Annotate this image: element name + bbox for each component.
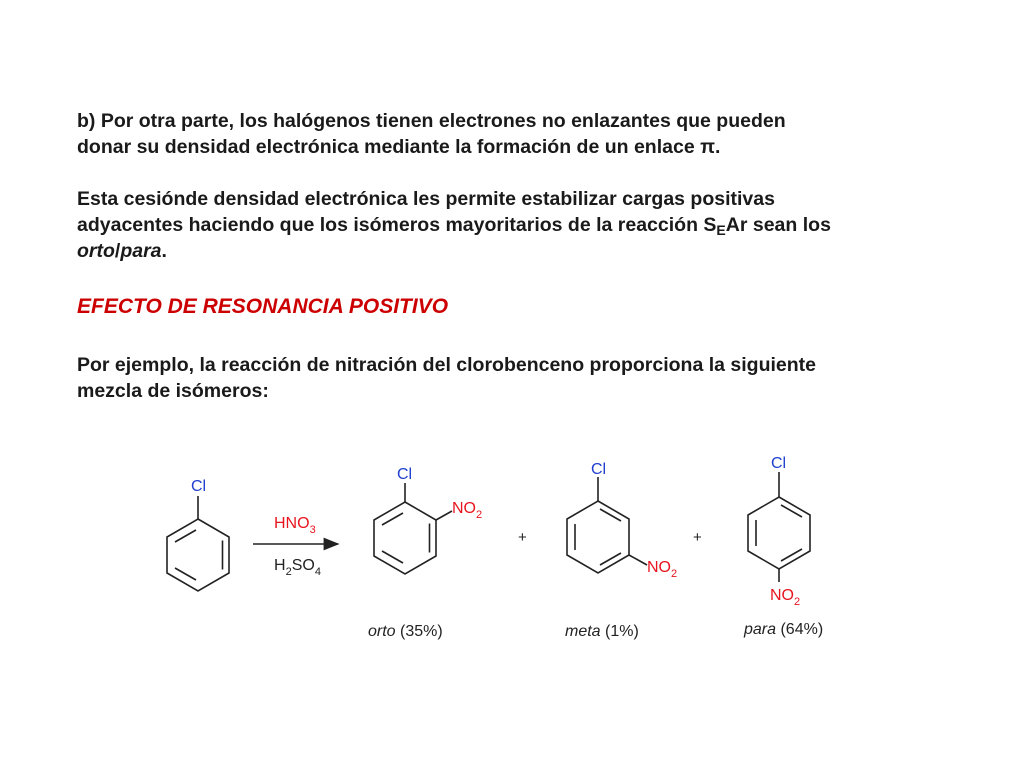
para-nitro-label: $NO_2$ [770, 587, 801, 608]
chlorine-label: Cl [191, 478, 207, 495]
nitration-reaction-scheme [0, 430, 1024, 660]
reagent-nitric-acid: $HNO_3$ [274, 515, 316, 536]
subscript-e: E [716, 221, 726, 238]
paragraph-example [77, 352, 816, 404]
meta-chlorine-label: Cl [591, 461, 607, 478]
caption-meta: meta (1%) [565, 623, 639, 640]
paragraph-halogens-line-1: b) Por otra parte, los halógenos tienen electrones no enlazantes que pueden [77, 110, 786, 132]
caption-orto: orto (35%) [368, 623, 443, 640]
paragraph-halogens [77, 108, 786, 160]
para-product-molecule [748, 472, 810, 582]
paragraph-charge-line-1: Esta cesiónde densidad electrónica les permite estabilizar cargas positivas [77, 188, 775, 210]
ortho-chlorine-label: Cl [397, 466, 413, 483]
meta-product-molecule [567, 477, 647, 573]
slash: / [114, 240, 121, 262]
ortho-product-molecule [374, 483, 452, 574]
meta-nitro-label: $NO_2$ [647, 559, 678, 580]
period: . [161, 240, 167, 262]
paragraph-charge-line-2-prefix: adyacentes haciendo que los isómeros mayoritarios de la reacción S [77, 214, 717, 236]
paragraph-example-line-1: Por ejemplo, la reacción de nitración del clorobenceno proporciona la siguiente [77, 354, 817, 376]
term-para: para [120, 240, 162, 262]
para-chlorine-label: Cl [771, 455, 787, 472]
paragraph-halogens-line-2: donar su densidad electrónica mediante la formación de un enlace π. [77, 136, 721, 158]
chlorobenzene-molecule [167, 496, 229, 591]
plus-sign-1: + [518, 529, 527, 546]
paragraph-charge-stabilization [77, 186, 831, 264]
section-heading: EFECTO DE RESONANCIA POSITIVO [77, 295, 449, 318]
paragraph-charge-line-2-suffix: Ar sean los [725, 214, 831, 236]
plus-sign-2: + [693, 529, 702, 546]
reagent-sulfuric-acid: $H_2SO_4$ [274, 557, 321, 578]
ortho-nitro-label: $NO_2$ [452, 500, 483, 521]
paragraph-example-line-2: mezcla de isómeros: [77, 380, 269, 402]
caption-para: para (64%) [744, 621, 824, 638]
term-orto: orto [77, 240, 115, 262]
